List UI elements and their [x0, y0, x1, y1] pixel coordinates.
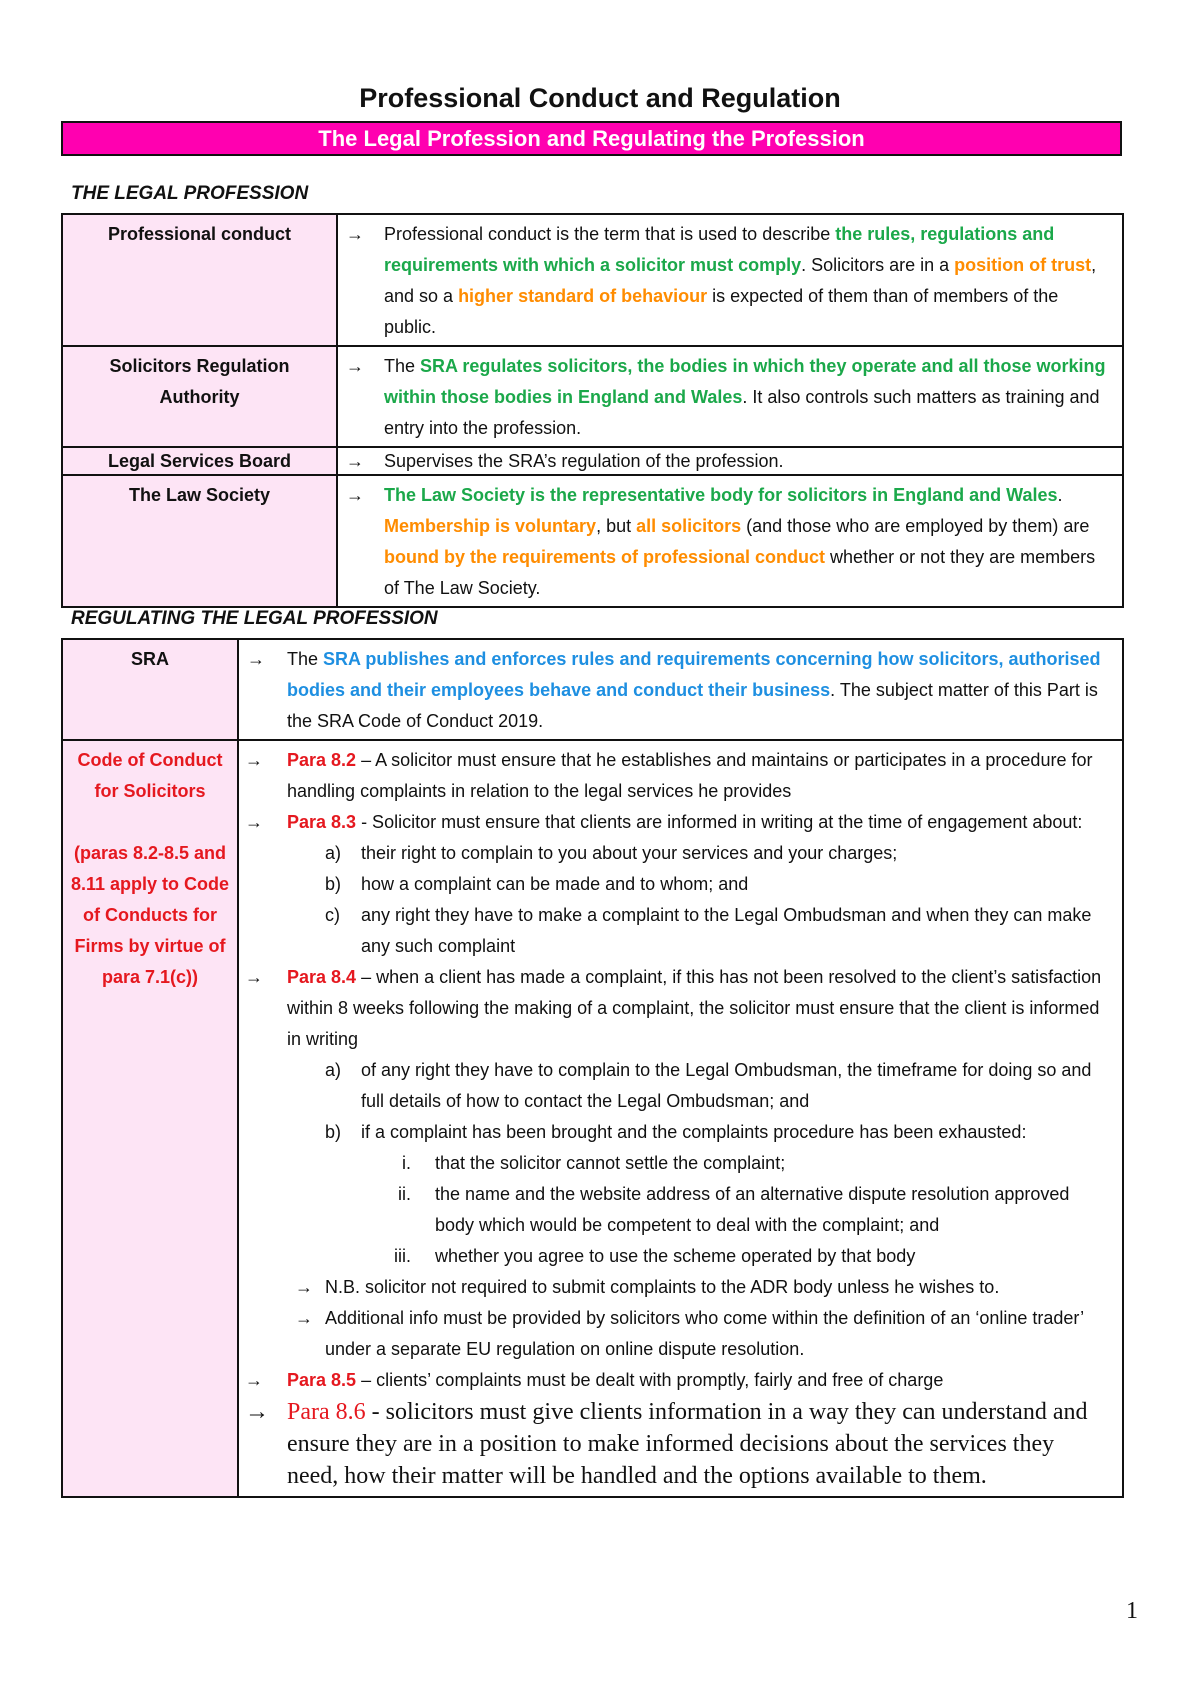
list-marker: b): [325, 874, 342, 894]
text: . The subject matter of this Part is the SRA Code of Conduct 2019.: [287, 680, 1098, 731]
para-8-3: [239, 807, 1108, 838]
highlight-text: Membership is voluntary: [384, 516, 597, 536]
regulating-profession-table: [61, 638, 1124, 1498]
text: whether or not they are members of The Law Society.: [384, 547, 1096, 598]
arrow-icon: →: [346, 356, 364, 376]
table-row: [62, 214, 1123, 346]
para-8-2: [239, 745, 1108, 807]
table-row: [62, 740, 1123, 1497]
text: Professional conduct is the term that is used to describe: [384, 224, 836, 244]
text: .: [1057, 485, 1063, 505]
row-label: [62, 740, 238, 1497]
list-item: [239, 838, 1108, 869]
para-ref: Para 8.2: [287, 750, 357, 770]
para-ref: Para 8.4: [287, 967, 357, 987]
arrow-icon: →: [346, 224, 364, 244]
legal-profession-table: [61, 213, 1124, 608]
text: . It also controls such matters as training and entry into the profession.: [384, 387, 1100, 438]
text: – clients’ complaints must be dealt with promptly, fairly and free of charge: [356, 1370, 944, 1390]
para-ref: Para 8.6: [287, 1399, 366, 1425]
page-number: 1: [1126, 1598, 1138, 1624]
page-title: Professional Conduct and Regulation: [359, 83, 841, 113]
table-row: [62, 346, 1123, 447]
list-marker: iii.: [394, 1246, 411, 1266]
text: of any right they have to complain to the Legal Ombudsman, the timeframe for doing so and full details of how to contact the Legal Ombudsman; and: [361, 1060, 1092, 1111]
row-label: Legal Services Board: [62, 447, 337, 475]
arrow-icon: →: [245, 967, 263, 987]
arrow-icon: →: [245, 1370, 263, 1390]
arrow-icon: →: [245, 750, 263, 770]
para-8-4: [239, 962, 1108, 1055]
text: - Solicitor must ensure that clients are informed in writing at the time of engagement about:: [356, 812, 1083, 832]
text: (and those who are employed by them) are: [741, 516, 1090, 536]
text: Supervises the SRA’s regulation of the profession.: [384, 451, 784, 471]
highlight-text: bound by the requirements of professional conduct: [384, 547, 826, 567]
table-row: [62, 639, 1123, 740]
arrow-icon: →: [295, 1308, 313, 1328]
row-label: Solicitors Regulation Authority: [62, 346, 337, 447]
list-marker: a): [325, 1060, 342, 1080]
para-8-5: [239, 1365, 1108, 1396]
highlight-text: higher standard of behaviour: [458, 286, 708, 306]
text: , and so a: [384, 255, 1097, 306]
heading-legal-profession: THE LEGAL PROFESSION: [71, 183, 309, 204]
text: whether you agree to use the scheme operated by that body: [435, 1246, 916, 1266]
text: N.B. solicitor not required to submit complaints to the ADR body unless he wishes to.: [325, 1277, 1000, 1297]
highlight-text: SRA publishes and enforces rules and requirements concerning how solicitors, authorised bodies and their employees behave and conduct their business: [287, 649, 1101, 700]
note-item: [239, 1303, 1108, 1365]
list-item: [239, 1241, 1108, 1272]
code-scope-note: (paras 8.2-8.5 and 8.11 apply to Code of Conducts for Firms by virtue of para 7.1(c)): [70, 843, 230, 987]
text: is expected of them than of members of the public.: [384, 286, 1059, 337]
highlight-text: position of trust: [954, 255, 1092, 275]
text: that the solicitor cannot settle the complaint;: [435, 1153, 786, 1173]
row-label: SRA: [62, 639, 238, 740]
heading-regulating-profession: REGULATING THE LEGAL PROFESSION: [71, 608, 438, 629]
arrow-icon: →: [346, 451, 364, 471]
text: The: [287, 649, 324, 669]
row-content: [337, 214, 1123, 346]
text: The: [384, 356, 421, 376]
para-ref: Para 8.5: [287, 1370, 357, 1390]
text: . Solicitors are in a: [801, 255, 955, 275]
arrow-icon: →: [245, 1399, 269, 1425]
para-ref: Para 8.3: [287, 812, 357, 832]
row-content: [337, 475, 1123, 607]
row-label: Professional conduct: [62, 214, 337, 346]
text: the name and the website address of an alternative dispute resolution approved body which would be competent to deal with the complaint; and: [435, 1184, 1070, 1235]
list-item: [239, 900, 1108, 962]
row-label: The Law Society: [62, 475, 337, 607]
para-8-6: [239, 1396, 1108, 1492]
list-marker: i.: [402, 1153, 411, 1173]
list-item: [239, 1055, 1108, 1117]
list-item: [239, 869, 1108, 900]
list-item: [239, 1148, 1108, 1179]
arrow-icon: →: [247, 649, 265, 669]
text: any right they have to make a complaint to the Legal Ombudsman and when they can make any such complaint: [361, 905, 1092, 956]
row-content: [238, 740, 1123, 1497]
text: - solicitors must give clients information in a way they can understand and ensure they are in a position to make informed decisions about the services they need, how their matter will be handled and the options available to them.: [287, 1399, 1088, 1489]
table-row: [62, 447, 1123, 475]
arrow-icon: →: [245, 812, 263, 832]
row-content: [337, 447, 1123, 475]
highlight-text: The Law Society is the representative body for solicitors in England and Wales: [384, 485, 1058, 505]
list-marker: ii.: [398, 1184, 411, 1204]
list-marker: c): [325, 905, 340, 925]
row-content: [238, 639, 1123, 740]
highlight-text: SRA regulates solicitors, the bodies in which they operate and all those working within those bodies in England and Wales: [384, 356, 1106, 407]
text: how a complaint can be made and to whom; and: [361, 874, 749, 894]
list-marker: b): [325, 1122, 342, 1142]
list-item: [239, 1179, 1108, 1241]
row-content: [337, 346, 1123, 447]
arrow-icon: →: [295, 1277, 313, 1297]
text: , but: [596, 516, 637, 536]
text: – A solicitor must ensure that he establishes and maintains or participates in a procedure for handling complaints in relation to the legal services he provides: [287, 750, 1093, 801]
highlight-text: all solicitors: [636, 516, 742, 536]
text: their right to complain to you about your services and your charges;: [361, 843, 898, 863]
text: if a complaint has been brought and the complaints procedure has been exhausted:: [361, 1122, 1027, 1142]
list-item: [239, 1117, 1108, 1148]
text: Additional info must be provided by solicitors who come within the definition of an ‘online trader’ under a separate EU regulation on online dispute resolution.: [325, 1308, 1084, 1359]
highlight-text: the rules, regulations and requirements with which a solicitor must comply: [384, 224, 1055, 275]
note-item: [239, 1272, 1108, 1303]
list-marker: a): [325, 843, 342, 863]
table-row: [62, 475, 1123, 607]
code-label: Code of Conduct for Solicitors: [77, 750, 223, 801]
arrow-icon: →: [346, 485, 364, 505]
text: – when a client has made a complaint, if this has not been resolved to the client’s satisfaction within 8 weeks following the making of a complaint, the solicitor must ensure that the client is informed in writing: [287, 967, 1102, 1049]
section-banner: The Legal Profession and Regulating the Profession: [61, 121, 1122, 156]
